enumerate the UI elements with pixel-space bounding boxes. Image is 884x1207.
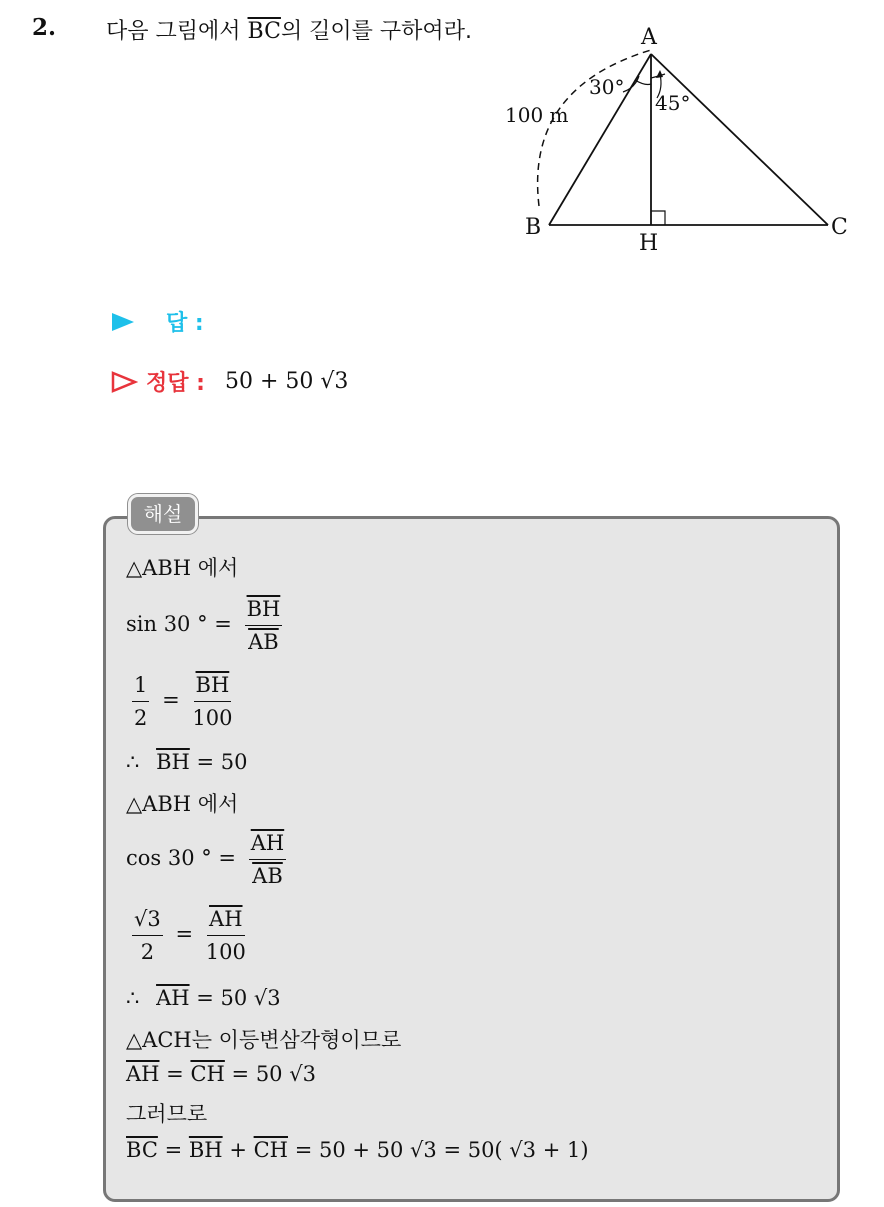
- sol-line-2: [126, 596, 288, 655]
- sol-value: = 50 + 50 √3 = 50( √3 + 1): [294, 1138, 589, 1162]
- denominator: AB: [252, 864, 283, 888]
- sol-line-10: [126, 1062, 316, 1086]
- plus: +: [229, 1138, 247, 1162]
- numerator: $\overline{AH}$: [249, 830, 286, 860]
- label-length-100m: 100 m: [505, 103, 569, 127]
- numerator: $\overline{AH}$: [207, 906, 244, 936]
- label-a: A: [641, 25, 657, 50]
- equals: =: [166, 1062, 184, 1086]
- label-b: B: [525, 215, 542, 240]
- question-number: 2.: [32, 14, 57, 41]
- side-ac: [651, 54, 828, 225]
- solution-tab: 해설: [128, 494, 198, 534]
- sol-line-6: [126, 830, 292, 889]
- numerator: $\overline{BH}$: [245, 596, 283, 626]
- sol-line-5: [126, 788, 238, 818]
- cos-expr: cos 30 ° =: [126, 846, 237, 870]
- arc-ab-dashed: [538, 50, 651, 206]
- fraction: [249, 830, 286, 889]
- right-angle-mark: [651, 211, 665, 225]
- label-angle-30: 30°: [589, 75, 625, 99]
- segment-bh: $\overline{BH}$: [188, 1138, 223, 1162]
- label-c: C: [831, 215, 848, 240]
- triangle-figure: [495, 18, 865, 258]
- denominator: 100: [192, 706, 233, 730]
- fraction: [192, 672, 232, 731]
- numerator: √3: [132, 906, 163, 936]
- label-angle-45: 45°: [655, 91, 691, 115]
- correct-answer-row: [110, 366, 348, 397]
- denominator: 2: [134, 706, 148, 730]
- sol-line-8: [126, 986, 281, 1010]
- sol-line-3: [126, 672, 238, 731]
- play-outline-icon: [110, 370, 138, 394]
- sol-value: = 50 √3: [231, 1062, 316, 1086]
- sol-line-7: [126, 906, 252, 965]
- question-text-pre: 다음 그림에서: [106, 19, 241, 44]
- segment-ah: $\overline{AH}$: [126, 1062, 160, 1086]
- correct-answer-label: 정답 :: [146, 371, 205, 396]
- sin-expr: sin 30 ° =: [126, 612, 232, 636]
- answer-row: [110, 306, 204, 337]
- therefore: ∴: [126, 986, 140, 1010]
- play-icon: [110, 311, 136, 333]
- segment-ch: $\overline{CH}$: [190, 1062, 225, 1086]
- sol-line-9: [126, 1024, 401, 1054]
- sol-text: 에서: [197, 792, 239, 816]
- sol-text: 는 이등변삼각형이므로: [191, 1028, 402, 1052]
- segment-bc: $\overline{BC}$: [247, 19, 281, 44]
- sol-line-4: [126, 750, 248, 774]
- numerator: $\overline{BH}$: [194, 672, 232, 702]
- segment-ah: $\overline{AH}$: [156, 986, 190, 1010]
- segment-bc: $\overline{BC}$: [126, 1138, 158, 1162]
- denominator: 100: [205, 940, 246, 964]
- equals: =: [162, 688, 180, 712]
- triangle-abh: △ABH: [126, 556, 192, 580]
- question-text-post: 의 길이를 구하여라.: [280, 19, 472, 44]
- answer-label: 답 :: [166, 311, 204, 336]
- denominator: AB: [248, 630, 279, 654]
- segment-ch: $\overline{CH}$: [253, 1138, 288, 1162]
- sol-line-11: 그러므로: [126, 1102, 208, 1126]
- segment-bh: $\overline{BH}$: [156, 750, 190, 774]
- arrow-head-45: [656, 70, 663, 78]
- triangle-ach: △ACH: [126, 1028, 192, 1052]
- correct-answer-value: 50 + 50 √3: [224, 369, 349, 394]
- equals: =: [164, 1138, 183, 1162]
- fraction: [206, 906, 246, 965]
- fraction: [132, 672, 149, 731]
- sol-value: = 50 √3: [196, 986, 281, 1010]
- numerator: 1: [132, 672, 149, 702]
- sol-value: = 50: [196, 750, 248, 774]
- label-h: H: [639, 231, 659, 256]
- sol-line-1: [126, 552, 238, 582]
- equals: =: [175, 922, 194, 946]
- fraction: [245, 596, 283, 655]
- denominator: 2: [140, 940, 155, 964]
- triangle-abh: △ABH: [126, 792, 192, 816]
- fraction: [132, 906, 163, 965]
- question-text: [106, 14, 486, 50]
- therefore: ∴: [126, 750, 140, 774]
- sol-line-12: [126, 1138, 589, 1162]
- sol-text: 에서: [197, 556, 239, 580]
